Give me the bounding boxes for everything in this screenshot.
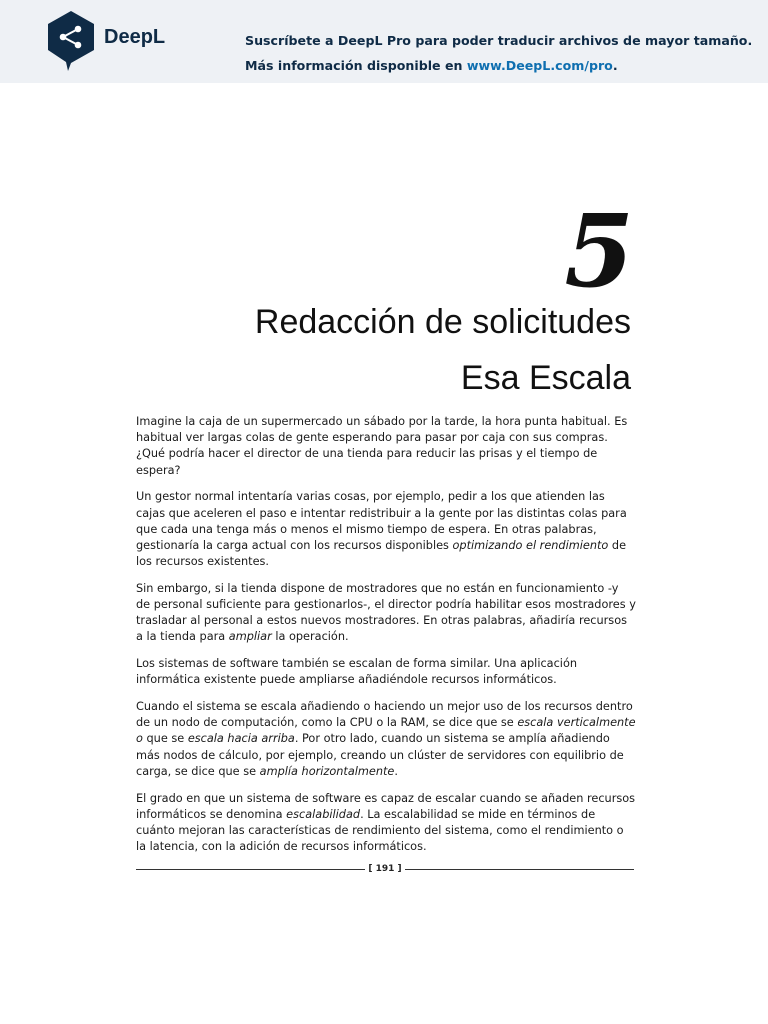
paragraph-1: Imagine la caja de un supermercado un sábado por la tarde, la hora punta habitual. Es habitual ver largas colas de gente esperando para pasar por caja con sus compras. ¿Qué podría hacer el director de una tienda para reducir las prisas y el tiempo de espera? — [136, 415, 628, 477]
chapter-body — [136, 414, 636, 866]
promo-line-2-prefix: Más información disponible en — [245, 58, 467, 73]
deepl-logo-icon[interactable] — [46, 10, 96, 72]
paragraph-6-text-a: El grado en que un sistema de software es capaz de escalar cuando se añaden recursos informáticos se denomina — [136, 791, 636, 821]
footer-rule-left — [136, 869, 365, 870]
paragraph-5-text-d: . — [394, 764, 398, 778]
paragraph-5-text-b: que se — [142, 732, 188, 746]
paragraph-2-text-b: de los recursos existentes. — [136, 538, 627, 569]
paragraph-5-text-a: Cuando el sistema se escala añadiendo o haciendo un mejor uso de los recursos dentro de un nodo de computación, como la CPU o la RAM, se dice que se — [136, 700, 633, 730]
paragraph-5-emphasis-3: amplía horizontalmente — [259, 764, 395, 778]
chapter-title-line-1: Redacción de solicitudes — [254, 303, 631, 341]
chapter-number: 5 — [564, 192, 634, 310]
paragraph-5-emphasis-1: escala verticalmente o — [136, 716, 636, 746]
paragraph-2-text-a: Un gestor normal intentaría varias cosas, por ejemplo, pedir a los que atienden las cajas que aceleren el paso e intentar redistribuir a la gente por las distintas colas para que cada una tenga más o menos el mismo tiempo de espera. En otras palabras, gestionaría la carga actual con los recursos disponibles — [136, 490, 627, 552]
deepl-logo-text: DeepL — [104, 26, 166, 48]
paragraph-2-emphasis: optimizando el rendimiento — [452, 538, 609, 552]
page-number: [ 191 ] — [368, 864, 402, 874]
paragraph-3-text-b: la operación. — [271, 630, 349, 644]
paragraph-3 — [136, 581, 636, 646]
deepl-pro-link[interactable]: www.DeepL.com/pro — [466, 58, 613, 73]
chapter-title-line-2: Esa Escala — [460, 359, 631, 397]
paragraph-2 — [136, 489, 636, 570]
paragraph-4: Los sistemas de software también se escalan de forma similar. Una aplicación informática existente puede ampliarse añadiéndole recursos informáticos. — [136, 657, 578, 687]
promo-line-1: Suscríbete a DeepL Pro para poder traducir archivos de mayor tamaño. — [245, 33, 753, 48]
footer-rule-right — [405, 869, 634, 870]
paragraph-5-text-c: . Por otro lado, cuando un sistema se amplía añadiendo más nodos de cálculo, por ejemplo, creando un clúster de servidores con equilibrio de carga, se dice que se — [136, 732, 624, 778]
promo-line-2 — [245, 53, 752, 78]
paragraph-5 — [136, 699, 636, 780]
paragraph-3-text-a: Sin embargo, si la tienda dispone de mostradores que no están en funcionamiento -y de personal suficiente para gestionarlos-, el director podría habilitar esos mostradores y trasladar al personal a estos nuevos mostradores. En otras palabras, añadiría recursos a la tienda para — [136, 581, 636, 644]
paragraph-6-text-b: . La escalabilidad se mide en términos de cuánto mejoran las características de rendimiento del sistema, como el rendimiento o la latencia, con la adición de recursos informáticos. — [136, 807, 624, 854]
paragraph-6 — [136, 791, 636, 856]
promo-line-2-suffix: . — [612, 58, 618, 73]
promo-message — [245, 28, 752, 78]
paragraph-5-emphasis-2: escala hacia arriba — [187, 732, 295, 746]
paragraph-3-emphasis: ampliar — [228, 630, 272, 644]
deepl-banner — [0, 0, 768, 83]
page-footer — [136, 861, 634, 877]
paragraph-6-emphasis: escalabilidad — [286, 807, 361, 821]
